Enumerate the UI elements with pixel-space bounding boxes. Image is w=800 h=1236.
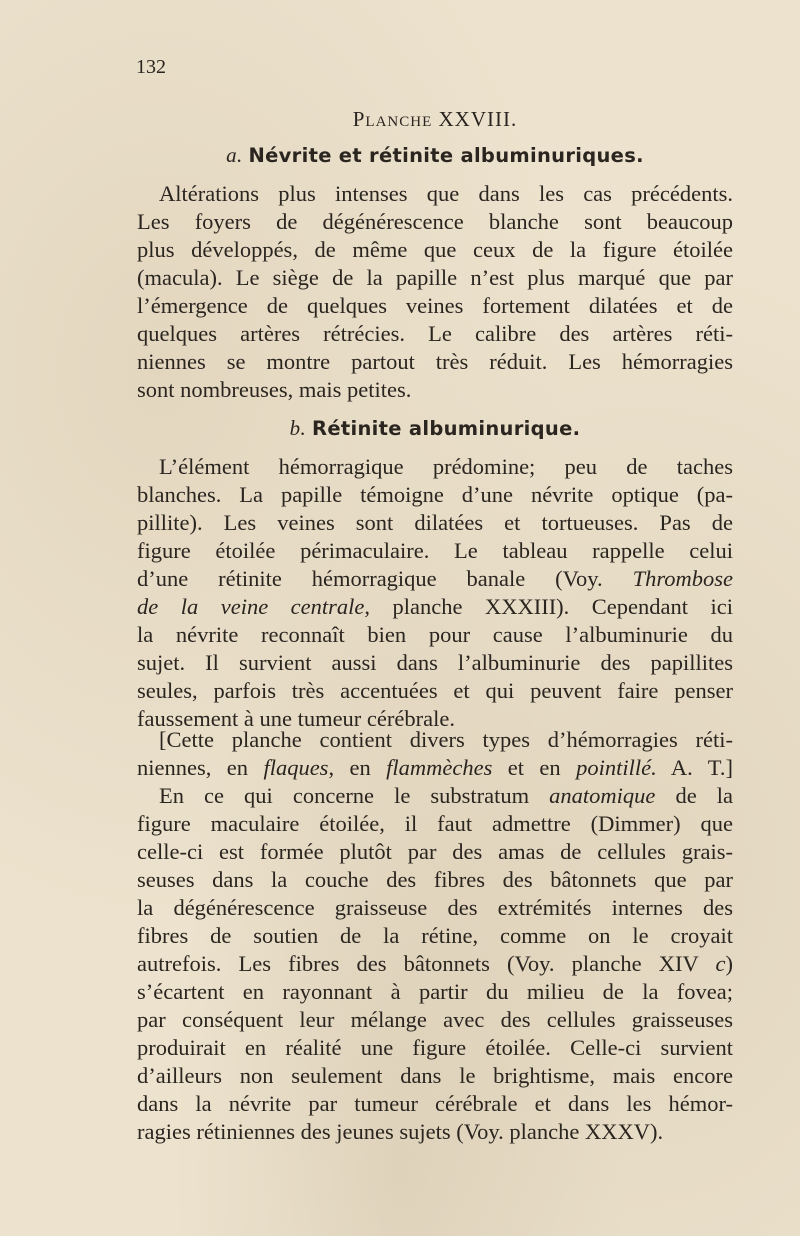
- paragraph-line: faussement à une tumeur cérébrale.: [137, 706, 455, 731]
- paragraph-line: sujet. Il survient aussi dans l’albuminurie des papillites: [137, 650, 733, 675]
- page-number: 132: [136, 56, 166, 78]
- paragraph-line: par conséquent leur mélange avec des cellules graisseuses: [137, 1007, 733, 1032]
- section-a-letter: a.: [226, 143, 243, 167]
- italic-term: anatomique: [549, 783, 656, 808]
- paragraph-line: fibres de soutien de la rétine, comme on le croyait: [137, 923, 733, 948]
- paragraph-line: niennes se montre partout très réduit. Les hémorragies: [137, 349, 733, 374]
- paragraph-line: ragies rétiniennes des jeunes sujets (Voy. planche XXXV).: [137, 1119, 664, 1144]
- paragraph-line: seules, parfois très accentuées et qui peuvent faire penser: [137, 678, 733, 703]
- italic-term: flammèches: [386, 755, 493, 780]
- paragraph-line: plus développés, de même que ceux de la figure étoilée: [137, 237, 733, 262]
- paragraph-line: figure étoilée périmaculaire. Le tableau rappelle celui: [137, 538, 733, 563]
- italic-reference: Thrombose: [632, 566, 733, 591]
- section-b-letter: b.: [289, 416, 307, 440]
- section-a-title: Névrite et rétinite albuminuriques.: [248, 144, 644, 167]
- note-line: [Cette planche contient divers types d’hémorragies réti-: [159, 727, 733, 752]
- note-signature: A. T.]: [670, 755, 733, 780]
- section-a-paragraph: [137, 180, 733, 404]
- section-b-title: Rétinite albuminurique.: [312, 417, 581, 440]
- section-b-paragraph: [137, 453, 733, 733]
- paragraph-line: figure maculaire étoilée, il faut admettre (Dimmer) que: [137, 811, 733, 836]
- line-text: , en: [328, 755, 387, 780]
- paragraph-line: produirait en réalité une figure étoilée. Celle-ci survient: [137, 1035, 733, 1060]
- paragraph-line: Altérations plus intenses que dans les cas précédents.: [159, 181, 733, 206]
- line-text: d’une rétinite hémorragique banale (Voy.: [137, 566, 633, 591]
- paragraph-line: (macula). Le siège de la papille n’est plus marqué que par: [137, 265, 733, 290]
- paragraph-line: dans la névrite par tumeur cérébrale et dans les hémor-: [137, 1091, 733, 1116]
- editor-note: [137, 726, 733, 782]
- note-line: [137, 754, 733, 782]
- paragraph-line: [137, 950, 733, 978]
- final-paragraph: [137, 782, 733, 1146]
- paragraph-line: [137, 782, 733, 810]
- paragraph-line: [137, 593, 733, 621]
- paragraph-line: [137, 565, 733, 593]
- line-text: de la: [655, 783, 733, 808]
- italic-term: pointillé.: [576, 755, 657, 780]
- paragraph-line: celle-ci est formée plutôt par des amas de cellules grais-: [137, 839, 733, 864]
- paragraph-line: la dégénérescence graisseuse des extrémités internes des: [137, 895, 733, 920]
- paragraph-line: L’élément hémorragique prédomine; peu de taches: [159, 454, 733, 479]
- italic-term: c: [715, 951, 726, 976]
- paragraph-line: s’écartent en rayonnant à partir du milieu de la fovea;: [137, 979, 733, 1004]
- line-text: En ce qui concerne le substratum: [159, 783, 550, 808]
- paragraph-line: pillite). Les veines sont dilatées et tortueuses. Pas de: [137, 510, 733, 535]
- paragraph-line: l’émergence de quelques veines fortement dilatées et de: [137, 293, 733, 318]
- line-text: niennes, en: [137, 755, 264, 780]
- paragraph-line: la névrite reconnaît bien pour cause l’albuminurie du: [137, 622, 733, 647]
- line-text: ): [725, 951, 733, 976]
- plate-title: Planche XXVIII.: [352, 107, 518, 131]
- line-text: et en: [492, 755, 577, 780]
- paragraph-line: Les foyers de dégénérescence blanche sont beaucoup: [137, 209, 733, 234]
- italic-term: flaques: [263, 755, 329, 780]
- paragraph-line: seuses dans la couche des fibres des bâtonnets que par: [137, 867, 733, 892]
- section-a-heading: [137, 141, 733, 170]
- paragraph-line: quelques artères rétrécies. Le calibre des artères réti-: [137, 321, 733, 346]
- paragraph-line: blanches. La papille témoigne d’une névrite optique (pa-: [137, 482, 733, 507]
- italic-reference: de la veine centrale: [137, 594, 365, 619]
- paragraph-line: d’ailleurs non seulement dans le brightisme, mais encore: [137, 1063, 733, 1088]
- section-b-heading: [137, 414, 733, 443]
- line-text: , planche XXXIII). Cependant ici: [364, 594, 733, 619]
- line-text: autrefois. Les fibres des bâtonnets (Voy. planche XIV: [137, 951, 716, 976]
- paragraph-line: sont nombreuses, mais petites.: [137, 377, 412, 402]
